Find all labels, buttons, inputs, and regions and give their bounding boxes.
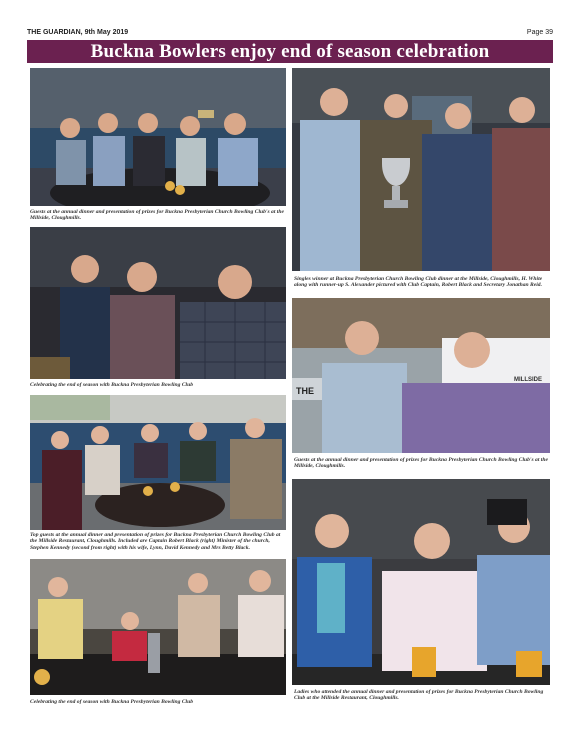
photo-family-table (30, 559, 286, 695)
photo-two-men-outdoors (292, 298, 550, 453)
masthead-left (27, 29, 128, 36)
sign-text-left: THE (296, 386, 314, 396)
caption-three-men: Celebrating the end of season with Buckna Presbyterian Bowling Club (30, 382, 194, 388)
caption-ladies: Ladies who attended the annual dinner and presentation of prizes for Buckna Presbyterian Church Bowling Club at the Millside Restaurant, Cloughmills. (294, 689, 544, 702)
caption-guests-table: Guests at the annual dinner and presentation of prizes for Buckna Presbyterian Church Bowling Club's at the Millside, Cloughmills. (30, 209, 284, 222)
caption-trophy: Singles winner at Buckna Presbyterian Church Bowling Club dinner at the Millside, Cloughmills, H. White along with runner-up S. Alexander pictured with Club Captain, Robert Black and Secretary Jonathan Reid. (294, 276, 543, 289)
photo-trophy (292, 68, 550, 271)
paper-name: THE GUARDIAN, (27, 29, 83, 36)
photo-three-men (30, 227, 286, 379)
caption-family-table: Celebrating the end of season with Buckna Presbyterian Bowling Club (30, 699, 194, 705)
page-masthead (27, 29, 553, 39)
issue-date: 9th May 2019 (84, 29, 129, 36)
photo-ladies (292, 479, 550, 685)
photo-guests-table (30, 68, 286, 206)
headline-banner (27, 40, 553, 63)
caption-top-guests: Top guests at the annual dinner and presentation of prizes for Buckna Presbyterian Church Bowling Club at the Millside Restaurant, Cloughmills. Included are Captain Robert Black (right) Minister of the church, Stephen Kennedy (second from right) with his wife, Lynn, David Kennedy and Mrs Betty Black. (30, 532, 281, 551)
photo-top-guests (30, 395, 286, 530)
caption-two-men: Guests at the annual dinner and presentation of prizes for Buckna Presbyterian Church Bowling Club's at the Millside, Cloughmills. (294, 457, 548, 470)
page-number: Page 39 (526, 29, 553, 36)
headline: Buckna Bowlers enjoy end of season celebration (90, 40, 490, 62)
sign-text-right: MILLSIDE (514, 377, 542, 383)
